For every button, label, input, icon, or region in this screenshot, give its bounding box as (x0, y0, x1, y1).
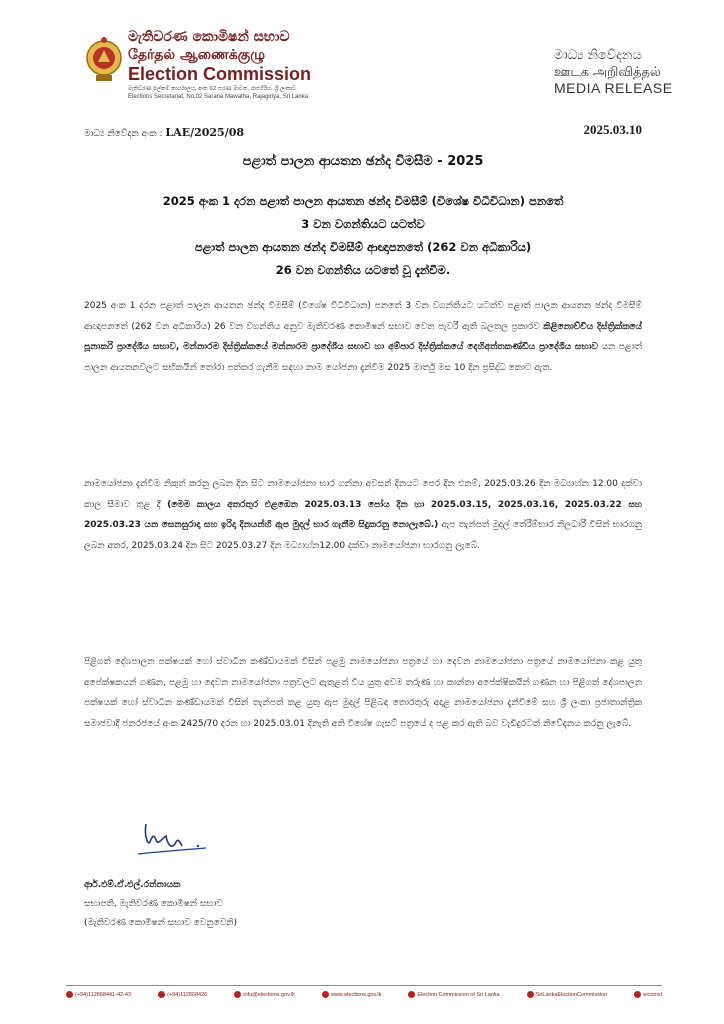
address-sinhala: මැතිවරණ ලේකම් කාර්යාලය, අංක 02 සරණ මාවත, රාජගිරිය, ශ්‍රී ලංකාව (128, 86, 296, 92)
paragraph-2 (84, 474, 642, 556)
paragraph-1-bold: කිළිනොච්චිය දිස්ත්‍රික්කයේ පූනාකරි ප්‍රාදේශීය සභාව, මන්නාරම දිස්ත්‍රික්කයේ මන්නාරම ප්‍රාදේශීය සභාව හා අම්පාර දිස්ත්‍රික්කයේ දෙහිඅත්තකණ්ඩිය ප්‍රාදේශීය සභාව (84, 321, 642, 352)
page-title: පළාත් පාලන ආයතන ඡන්ද විමසීම - 2025 (242, 154, 484, 169)
signatory-name: ආර්.එම්.ඒ.එල්.රත්නායක (84, 880, 181, 890)
signatory-block (84, 876, 237, 933)
subtitle-line-4: 26 වන වගන්තිය යටතේ වූ දැන්වීම. (275, 263, 451, 277)
organization-name (128, 28, 458, 101)
release-number-label: මාධ්‍ය නිවේදන අංක : (84, 129, 163, 139)
facebook-page-icon (527, 991, 534, 998)
footer-fax: (+94)112868426 (158, 991, 207, 998)
media-release-label (554, 46, 684, 97)
paragraph-1 (84, 296, 642, 378)
fax-icon (158, 991, 165, 998)
state-emblem-icon (84, 34, 124, 84)
media-release-tamil: ஊடக அறிவித்தல் (554, 64, 661, 79)
twitter-icon (634, 991, 641, 998)
footer-phone: (+94)112868441-42-43 (66, 991, 131, 998)
paragraph-1-text-a: 2025 අංක 1 දරන පළාත් පාලන ආයතන ඡන්ද විමසීම් (විශේෂ විධිවිධාන) පනතේ 3 වන වගන්තියට යටත්ව පළාත් පාලන ආයතන ඡන්ද විමසීම් ආඥාපනතේ (262 වන අධිකාරිය) 26 වන වගන්තිය අනුව මැතිවරණ කොමිෂන් සභාව වෙත පැවරී ඇති බලතල ප්‍රකාරව (84, 301, 642, 332)
signature (136, 816, 216, 862)
address-english: Elections Secretariat, No.02 Sarana Mawatha, Rajagiriya, Sri Lanka (128, 94, 309, 100)
paragraph-2-bold: (මෙම කාලය අතරතුර එළඹෙන 2025.03.13 පෝය දින හා 2025.03.15, 2025.03.16, 2025.03.22 සහ 2025.03.23 යන සෙනසුරාදා සහ ඉරිදා දිනයන්හි ඇප මුදල් භාර ගැනීම සිදුකරනු නොලැබේ.) (84, 499, 642, 530)
paragraph-2-text-a: නාමයෝජනා දැන්වීම නිකුත් කරනු ලබන දින සිට නාමයෝජනා භාර ගන්නා අවසන් දිනයට පෙර දින එනම්, 2025.03.26 දින මධ්‍යාහ්න 12.00 දක්වා කාල සීමාව තුළ දී (84, 479, 642, 510)
release-number (84, 126, 244, 139)
email-icon (234, 991, 241, 998)
subtitle-line-1: 2025 අංක 1 දරන පළාත් පාලන ආයතන ඡන්ද විමසීම් (විශේෂ විධිවිධාන) පනතේ (162, 194, 564, 208)
footer-email[interactable]: info@elections.gov.lk (234, 991, 295, 998)
subtitle-line-3: පළාත් පාලන ආයතන ඡන්ද විමසීම් ආඥාපනතේ (262 වන අධිකාරිය) (194, 240, 532, 254)
footer-contacts (66, 991, 662, 998)
subtitle (84, 190, 642, 282)
org-name-english: Election Commission (128, 64, 312, 84)
footer-website[interactable]: www.elections.gov.lk (322, 991, 381, 998)
footer-facebook[interactable]: Election Commission of Sri Lanka (408, 991, 499, 998)
signatory-behalf: (මැතිවරණ කොමිෂන් සභාව වෙනුවෙනි) (84, 918, 237, 928)
paragraph-1-text-c: යන පළාත් පාලන ආයතනවලට සභිකයින් තෝරා පත්කර ගැනීම සඳහා නාම යෝජනා දැන්වීම 2025 මාර්තු මස 10 දින ප්‍රසිද්ධ කොට ඇත. (84, 342, 642, 373)
footer-twitter[interactable]: eicomsl (634, 991, 662, 998)
paragraph-2-text-c: ඇප තැන්පත් මුදල් තේරීම්භාර නිලධාරී විසින් භාරගනු ලබන අතර, 2025.03.24 දින සිට 2025.03.27 දින මධ්‍යාහ්න12.00 දක්වා නාමයෝජනා භාරගනු ලැබේ. (84, 520, 642, 551)
footer-facebook-page[interactable]: SriLankaElectionCommission (527, 991, 608, 998)
media-release-sinhala: මාධ්‍ය නිවේදනය (554, 47, 642, 62)
footer-divider (66, 985, 662, 986)
media-release-english: MEDIA RELEASE (554, 80, 673, 96)
release-date: 2025.03.10 (583, 122, 642, 137)
paragraph-3: පිළිගත් දේශපාලන පක්ෂයක් හෝ ස්වාධීන කණ්ඩායමක් විසින් පළමු නාමයෝජනා පත්‍රයේ හා දෙවන නාමයෝජනා පත්‍රයේ නාමයෝජනා කළ යුතු අපේක්ෂකයන් ගණන, පළමු හා දෙවන නාමයෝජනා පත්‍රවලට ඇතුළත් විය යුතු අවම තරුණ හා කාන්තා අපේක්ෂිකයින් ගණන හා පිළිගත් දේශපාලන පක්ෂයක් හෝ ස්වාධීන කණ්ඩායමක් විසින් තැන්පත් කළ යුතු ඇප මුදල් පිළිබඳ තොරතුරු අදාළ නාමයෝජනා දැන්වීමේ සහ ශ්‍රී ලංකා ප්‍රජාතාන්ත්‍රික සමාජවාදී ජනරජයේ අංක 2425/70 දරන හා 2025.03.01 දිනැති අති විශේෂ ගැසට් පත්‍රයේ ද පළ කර ඇති බව වැඩිදුරටත් නිවේදනය කරනු ලැබේ. (84, 657, 642, 729)
release-number-value: LAE/2025/08 (165, 126, 245, 139)
org-name-sinhala: මැතිවරණ කොමිෂන් සභාව (128, 29, 290, 45)
facebook-icon (408, 991, 415, 998)
phone-icon (66, 991, 73, 998)
reference-line (84, 122, 642, 142)
web-icon (322, 991, 329, 998)
letterhead (84, 28, 684, 118)
org-name-tamil: தேர்தல் ஆணைக்குழு (128, 47, 266, 63)
signatory-title: සභාපති, මැතිවරණ කොමිෂන් සභාව (84, 899, 223, 909)
subtitle-line-2: 3 වන වගන්තියට යටත්ව (301, 217, 425, 231)
